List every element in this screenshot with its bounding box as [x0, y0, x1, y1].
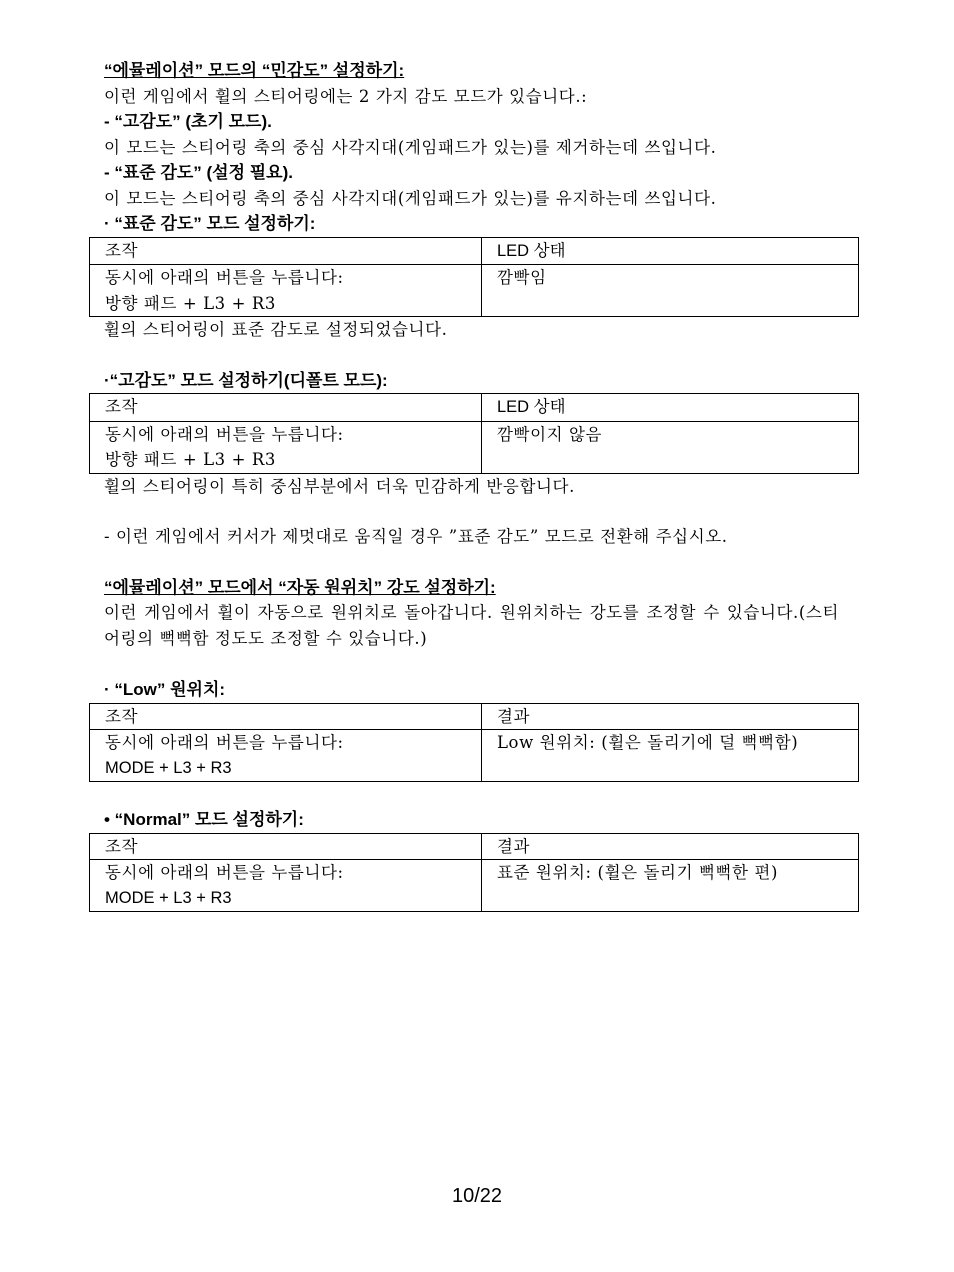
auto-center-heading: “에뮬레이션” 모드에서 “자동 원위치” 강도 설정하기: [104, 577, 496, 597]
table-header-action: 조작 [90, 703, 482, 730]
standard-mode-heading: · “표준 감도” 모드 설정하기: [104, 214, 316, 233]
table-cell-result: 깜빡이지 않음 [482, 421, 859, 473]
table-header-row [90, 833, 859, 860]
table-header-row [90, 703, 859, 730]
table-header-action: 조작 [90, 833, 482, 860]
high-sensitivity-desc: 이 모드는 스티어링 축의 중심 사각지대(게임패드가 있는)를 제거하는데 쓰입니다. [104, 137, 717, 157]
table-row [90, 730, 859, 782]
page-content [104, 58, 859, 912]
cursor-note: - 이런 게임에서 커서가 제멋대로 움직일 경우 ”표준 감도” 모드로 전환해 주십시오. [104, 527, 728, 546]
standard-mode-table [89, 237, 859, 318]
table-cell-action: 동시에 아래의 버튼을 누릅니다: MODE + L3 + R3 [90, 860, 482, 912]
high-mode-heading: ·“고감도” 모드 설정하기(디폴트 모드): [104, 370, 388, 390]
table-header-action: 조작 [90, 394, 482, 422]
table-cell-result: Low 원위치: (휠은 돌리기에 덜 뻑뻑함) [482, 730, 859, 782]
low-mode-heading: · “Low” 원위치: [104, 680, 226, 699]
emulation-sensitivity-heading: “에뮬레이션” 모드의 “민감도” 설정하기: [104, 61, 405, 80]
table-header-led: LED 상태 [482, 237, 859, 265]
table-header-action: 조작 [90, 237, 482, 265]
table-header-row [90, 394, 859, 422]
table-row [90, 265, 859, 317]
table-row [90, 860, 859, 912]
table-header-result: 결과 [482, 833, 859, 860]
normal-mode-table [89, 833, 859, 913]
standard-sensitivity-desc: 이 모드는 스티어링 축의 중심 사각지대(게임패드가 있는)를 유지하는데 쓰입니다. [104, 188, 717, 208]
standard-sensitivity-label: - “표준 감도” (설정 필요). [104, 163, 293, 182]
table-cell-result: 깜빡임 [482, 265, 859, 317]
table-cell-result: 표준 원위치: (휠은 돌리기 뻑뻑한 편) [482, 860, 859, 912]
high-mode-table [89, 393, 859, 474]
high-sensitivity-label: - “고감도” (초기 모드). [104, 112, 272, 131]
table-header-row [90, 237, 859, 265]
page-number: 10/22 [451, 1185, 503, 1207]
table-header-result: 결과 [482, 703, 859, 730]
sensitivity-intro: 이런 게임에서 휠의 스티어링에는 2 가지 감도 모드가 있습니다.: [104, 86, 588, 106]
table-cell-action: 동시에 아래의 버튼을 누릅니다: MODE + L3 + R3 [90, 730, 482, 782]
standard-mode-note: 휠의 스티어링이 표준 감도로 설정되었습니다. [104, 320, 448, 339]
table-cell-action: 동시에 아래의 버튼을 누릅니다: 방향 패드 + L3 + R3 [90, 265, 482, 317]
table-header-led: LED 상태 [482, 394, 859, 422]
normal-mode-heading: • “Normal” 모드 설정하기: [104, 810, 304, 829]
table-cell-action: 동시에 아래의 버튼을 누릅니다: 방향 패드 + L3 + R3 [90, 421, 482, 473]
auto-center-desc: 이런 게임에서 휠이 자동으로 원위치로 돌아갑니다. 원위치하는 강도를 조정할 수 있습니다.(스티어링의 뻑뻑함 정도도 조정할 수 있습니다.) [104, 603, 839, 648]
high-mode-note: 휠의 스티어링이 특히 중심부분에서 더욱 민감하게 반응합니다. [104, 476, 575, 496]
table-row [90, 421, 859, 473]
low-mode-table [89, 703, 859, 783]
